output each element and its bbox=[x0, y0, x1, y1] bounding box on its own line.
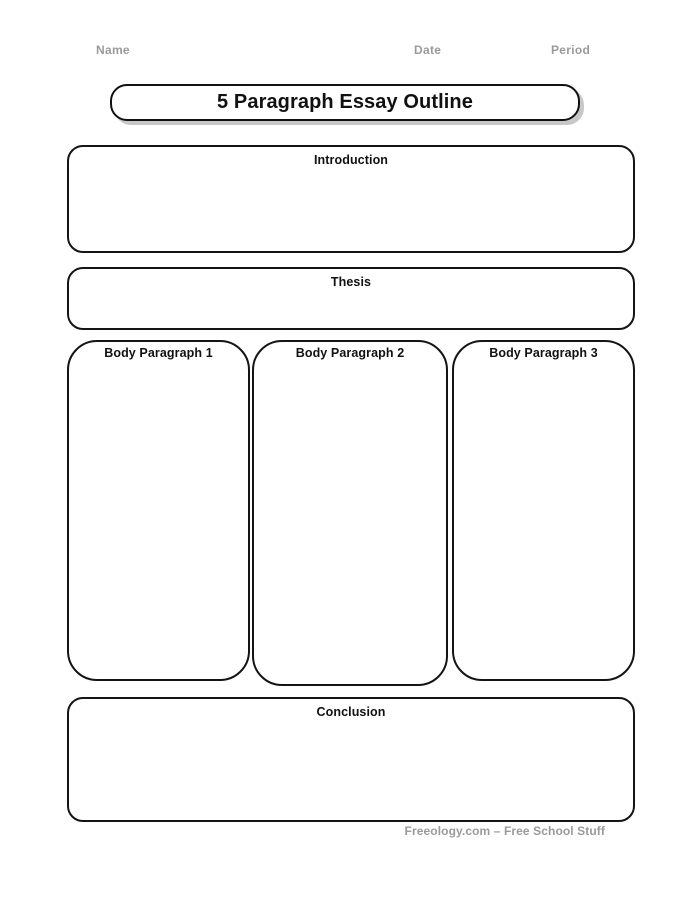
header-label-date: Date bbox=[414, 43, 442, 57]
page-title: 5 Paragraph Essay Outline bbox=[217, 91, 473, 113]
writing-area-introduction[interactable] bbox=[69, 173, 633, 251]
section-label-conclusion: Conclusion bbox=[316, 705, 386, 719]
writing-area-body-paragraph-3[interactable] bbox=[454, 368, 633, 679]
section-label-introduction: Introduction bbox=[313, 153, 389, 167]
section-conclusion[interactable] bbox=[67, 697, 635, 822]
header-label-name: Name bbox=[96, 43, 130, 57]
section-body-paragraph-3[interactable] bbox=[452, 340, 635, 681]
section-label-body-paragraph-1: Body Paragraph 1 bbox=[104, 346, 213, 360]
section-label-thesis: Thesis bbox=[330, 275, 372, 289]
section-label-body-paragraph-3: Body Paragraph 3 bbox=[489, 346, 598, 360]
writing-area-thesis[interactable] bbox=[69, 295, 633, 328]
section-introduction[interactable] bbox=[67, 145, 635, 253]
writing-area-body-paragraph-2[interactable] bbox=[254, 368, 446, 684]
writing-area-conclusion[interactable] bbox=[69, 725, 633, 820]
section-body-paragraph-2[interactable] bbox=[252, 340, 448, 686]
worksheet-title-box bbox=[110, 84, 580, 121]
section-label-body-paragraph-2: Body Paragraph 2 bbox=[295, 346, 405, 360]
writing-area-body-paragraph-1[interactable] bbox=[69, 368, 248, 679]
header-fields-row bbox=[0, 41, 700, 59]
section-body-paragraph-1[interactable] bbox=[67, 340, 250, 681]
section-thesis[interactable] bbox=[67, 267, 635, 330]
header-label-period: Period bbox=[551, 43, 591, 57]
footer-credit: Freeology.com – Free School Stuff bbox=[404, 824, 605, 838]
